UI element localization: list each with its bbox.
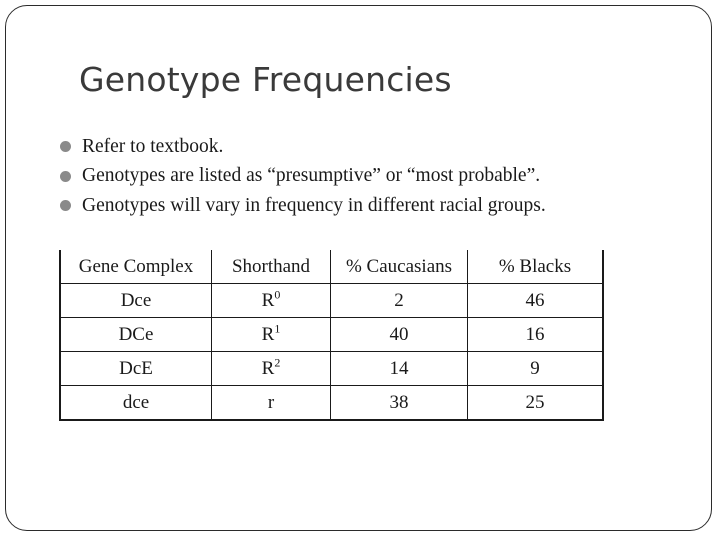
header-blacks: % Blacks [468, 250, 604, 284]
header-shorthand: Shorthand [212, 250, 331, 284]
cell-blacks: 25 [468, 386, 604, 421]
cell-blacks: 46 [468, 284, 604, 318]
cell-shorthand [212, 386, 331, 421]
bullet-item [60, 132, 546, 162]
shorthand-superscript: 1 [274, 321, 281, 336]
header-caucasians: % Caucasians [331, 250, 468, 284]
cell-shorthand [212, 284, 331, 318]
cell-caucasians: 40 [331, 318, 468, 352]
cell-blacks: 16 [468, 318, 604, 352]
cell-caucasians: 2 [331, 284, 468, 318]
genotype-frequency-table [59, 250, 604, 421]
cell-gene-complex: Dce [60, 284, 212, 318]
cell-gene-complex: DCe [60, 318, 212, 352]
table-header-row [60, 250, 603, 284]
cell-shorthand [212, 352, 331, 386]
shorthand-superscript: 2 [274, 355, 281, 370]
slide-title: Genotype Frequencies [79, 60, 452, 99]
bullet-list [60, 132, 546, 221]
shorthand-base: R [261, 289, 275, 311]
bullet-text: Genotypes are listed as “presumptive” or “most probable”. [82, 165, 541, 187]
bullet-dot-icon [60, 171, 71, 182]
genotype-table-container [59, 250, 604, 421]
cell-gene-complex: dce [60, 386, 212, 421]
table-row [60, 318, 603, 352]
shorthand-superscript: 0 [274, 287, 281, 302]
bullet-text: Genotypes will vary in frequency in different racial groups. [82, 194, 546, 216]
shorthand-base: R [261, 357, 275, 379]
bullet-item [60, 162, 546, 192]
bullet-dot-icon [60, 141, 71, 152]
cell-gene-complex: DcE [60, 352, 212, 386]
bullet-text: Refer to textbook. [82, 135, 224, 157]
table-row [60, 284, 603, 318]
bullet-item [60, 191, 546, 221]
cell-blacks: 9 [468, 352, 604, 386]
cell-caucasians: 38 [331, 386, 468, 421]
table-row [60, 386, 603, 421]
shorthand-base: r [267, 391, 275, 413]
header-gene-complex: Gene Complex [60, 250, 212, 284]
table-row [60, 352, 603, 386]
cell-shorthand [212, 318, 331, 352]
shorthand-base: R [261, 323, 275, 345]
cell-caucasians: 14 [331, 352, 468, 386]
bullet-dot-icon [60, 200, 71, 211]
